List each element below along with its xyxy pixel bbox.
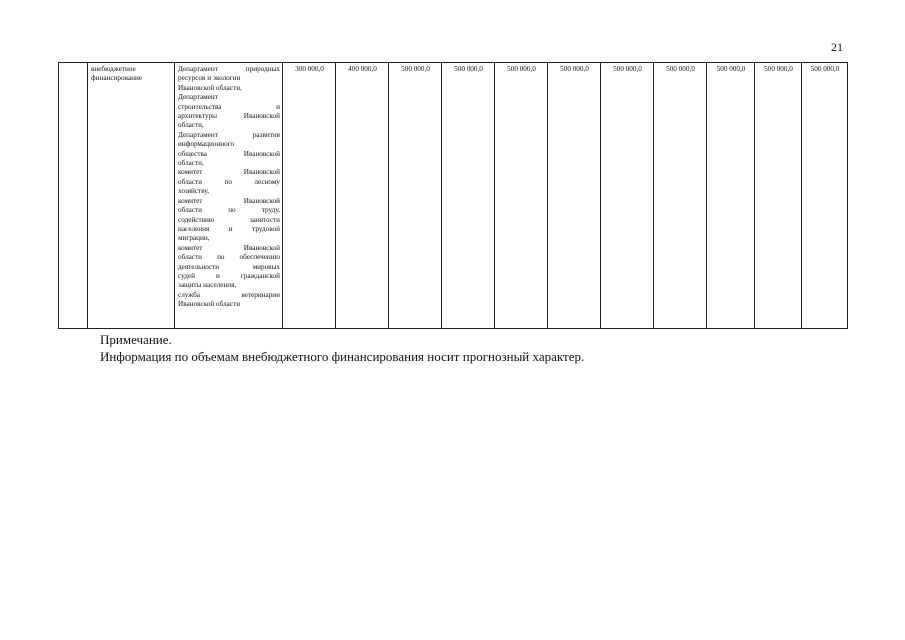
department-line: защиты населения, (178, 281, 237, 290)
note-block (100, 331, 584, 365)
amount-cell: 500 000,0 (707, 63, 755, 329)
note-text: Информация по объемам внебюджетного финансирования носит прогнозный характер. (100, 349, 585, 364)
department-line: населения и трудовой (178, 224, 280, 233)
department-line: комитет Ивановской (178, 196, 280, 205)
department-line: хозяйству, (178, 187, 210, 196)
department-line: области, (178, 121, 204, 130)
amount-cell: 400 000,0 (336, 63, 389, 329)
department-line: комитет Ивановской (178, 243, 280, 252)
amount-cell: 500 000,0 (802, 63, 848, 329)
page-number: 21 (831, 40, 843, 54)
department-line: Департамент природных (178, 65, 280, 73)
department-line: ресурсов и экологии (178, 74, 241, 83)
amount-cell: 500 000,0 (495, 63, 548, 329)
department-line: области по обеспечению (178, 253, 280, 262)
funding-source-line: финансирование (91, 74, 142, 83)
funding-source-cell (88, 63, 175, 329)
department-line: миграции, (178, 234, 210, 243)
amount-cell: 500 000,0 (654, 63, 707, 329)
department-line: содействию занятости (178, 215, 280, 224)
department-line: Департамент развития (178, 130, 280, 139)
funding-source-line: внебюджетное (91, 65, 136, 73)
department-line: области по лесному (178, 177, 280, 186)
department-line: области по труду, (178, 206, 280, 215)
amount-cell: 500 000,0 (548, 63, 601, 329)
department-line: Ивановской области, (178, 83, 242, 92)
amount-cell: 500 000,0 (442, 63, 495, 329)
department-line: информационного (178, 140, 235, 149)
departments-cell (175, 63, 283, 329)
department-line: Ивановской области (178, 300, 241, 309)
amount-cell: 300 000,0 (283, 63, 336, 329)
department-line: служба ветеринарии (178, 290, 280, 299)
department-line: Департамент (178, 93, 218, 102)
amount-cell: 500 000,0 (389, 63, 442, 329)
note-title: Примечание. (100, 332, 172, 347)
department-line: общества Ивановской (178, 149, 280, 158)
department-line: архитектуры Ивановской (178, 112, 280, 121)
department-line: строительства и (178, 102, 280, 111)
department-line: области, (178, 159, 204, 168)
department-line: деятельности мировых (178, 262, 280, 271)
funding-table (58, 62, 848, 329)
table-row (59, 63, 848, 329)
amount-cell: 500 000,0 (601, 63, 654, 329)
amount-cell: 500 000,0 (755, 63, 802, 329)
table-cell-empty (59, 63, 88, 329)
department-line: комитет Ивановской (178, 168, 280, 177)
department-line: судей и гражданской (178, 271, 280, 280)
